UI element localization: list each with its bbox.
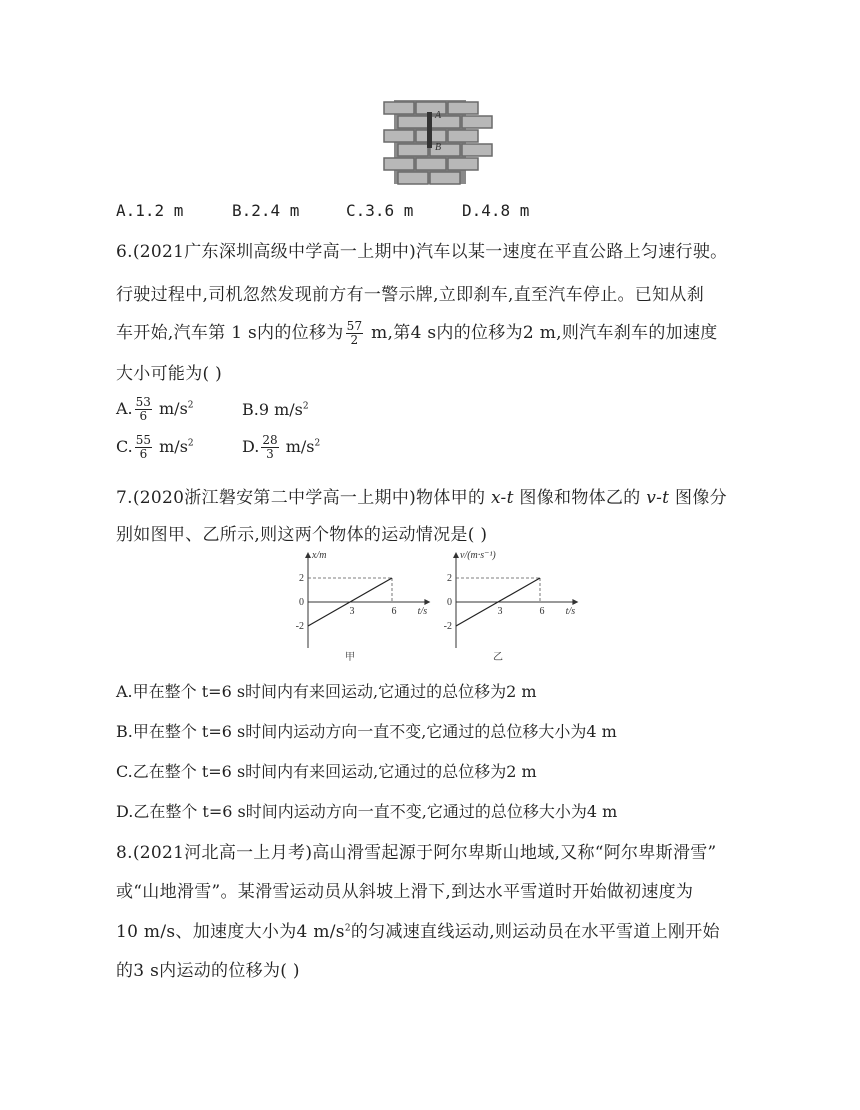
x-axis-label: t/s: [565, 606, 576, 617]
q8-line-3-sup: 2: [344, 923, 351, 934]
q7-line-1-pre: 7.(2020浙江磐安第二中学高一上期中)物体甲的: [116, 488, 491, 508]
q6-option-c-sq: 2: [187, 438, 194, 449]
q7-option-c: C.乙在整个 t=6 s时间内有来回运动,它通过的总位移为2 m: [116, 762, 537, 781]
q6-option-d: [242, 434, 320, 461]
q6-option-a-den: 6: [139, 409, 148, 423]
q6-option-a-prefix: A.: [116, 399, 133, 418]
q6-frac-num: 57: [346, 319, 363, 333]
q6-line-2: 行驶过程中,司机忽然发现前方有一警示牌,立即刹车,直至汽车停止。已知从刹: [116, 285, 705, 305]
x-tick-label: 3: [349, 606, 355, 617]
q6-line-4: 大小可能为( ): [116, 364, 223, 384]
y-tick-label: 2: [299, 573, 304, 584]
q6-option-a: [116, 396, 194, 423]
x-axis-label: t/s: [417, 606, 428, 617]
q6-option-a-num: 53: [135, 395, 151, 409]
brick-label-a: A: [435, 110, 442, 121]
q5-option-b: B.2.4 m: [232, 201, 300, 220]
q6-option-d-den: 3: [266, 447, 274, 461]
q7-vt: v-t: [646, 488, 670, 508]
chart-caption: 乙: [493, 652, 503, 663]
q7-option-d: D.乙在整个 t=6 s时间内运动方向一直不变,它通过的总位移大小为4 m: [116, 802, 618, 821]
y-tick-label: 0: [299, 597, 304, 608]
y-axis-arrow: [305, 552, 311, 558]
y-tick-label: -2: [295, 621, 304, 632]
x-axis-arrow: [424, 599, 430, 605]
q7-line-1: [116, 483, 727, 508]
q7-line-2: 别如图甲、乙所示,则这两个物体的运动情况是( ): [116, 525, 488, 545]
brick-label-b: B: [435, 142, 442, 153]
q8-line-3: [116, 917, 720, 942]
y-axis-label: x/m: [312, 550, 327, 561]
x-tick-label: 3: [497, 606, 503, 617]
q8-line-3-post: 的匀减速直线运动,则运动员在水平雪道上刚开始: [350, 922, 720, 942]
q6-option-c-unit: m/s: [154, 437, 188, 456]
q7-option-a: A.甲在整个 t=6 s时间内有来回运动,它通过的总位移为2 m: [116, 682, 537, 701]
q5-option-d: D.4.8 m: [462, 201, 530, 220]
q5-option-a: A.1.2 m: [116, 201, 184, 220]
q6-option-c-num: 55: [135, 433, 152, 447]
x-tick-label: 6: [391, 606, 397, 617]
q6-option-a-unit: m/s: [153, 399, 188, 418]
q6-fraction: [346, 320, 364, 347]
q7-xt: x-t: [490, 488, 514, 508]
q6-option-d-num: 28: [262, 433, 278, 447]
chart-yi: [434, 548, 584, 663]
q6-option-b-sq: 2: [302, 401, 309, 412]
q6-option-c-den: 6: [139, 447, 148, 461]
q6-line-3-post: m,第4 s内的位移为2 m,则汽车刹车的加速度: [365, 323, 718, 343]
x-axis-arrow: [572, 599, 578, 605]
q6-option-a-sq: 2: [187, 400, 194, 411]
y-axis-label: v/(m·s⁻¹): [460, 550, 496, 561]
q7-line-1-mid: 图像和物体乙的: [513, 488, 647, 508]
x-tick-label: 6: [539, 606, 545, 617]
q6-frac-den: 2: [350, 333, 359, 347]
brick-wall-image: [394, 100, 466, 184]
q6-option-d-prefix: D.: [242, 437, 260, 456]
q6-option-c-prefix: C.: [116, 437, 133, 456]
y-tick-label: 0: [447, 597, 452, 608]
y-axis-arrow: [453, 552, 459, 558]
chart-jia: [286, 548, 426, 663]
q7-option-b: B.甲在整个 t=6 s时间内运动方向一直不变,它通过的总位移大小为4 m: [116, 722, 617, 741]
q6-line-3: [116, 318, 718, 347]
q6-line-1: 6.(2021广东深圳高级中学高一上期中)汽车以某一速度在平直公路上匀速行驶。: [116, 242, 728, 262]
y-tick-label: -2: [443, 621, 452, 632]
q6-option-b: [242, 400, 309, 419]
q7-line-1-post: 图像分: [669, 488, 727, 508]
q8-line-2: 或“山地滑雪”。某滑雪运动员从斜坡上滑下,到达水平雪道时开始做初速度为: [116, 882, 694, 902]
q8-line-4: 的3 s内运动的位移为( ): [116, 961, 300, 981]
q6-line-3-pre: 车开始,汽车第 1 s内的位移为: [116, 323, 344, 343]
q8-line-3-pre: 10 m/s、加速度大小为4 m/s: [116, 922, 345, 942]
q6-option-c: [116, 434, 194, 461]
q5-option-c: C.3.6 m: [346, 201, 414, 220]
q6-option-d-unit: m/s: [280, 437, 315, 456]
y-tick-label: 2: [447, 573, 452, 584]
chart-caption: 甲: [345, 652, 355, 663]
q6-option-b-text: B.9 m/s: [242, 400, 303, 419]
q8-line-1: 8.(2021河北高一上月考)高山滑雪起源于阿尔卑斯山地域,又称“阿尔卑斯滑雪”: [116, 843, 717, 863]
q6-option-d-sq: 2: [314, 438, 321, 449]
